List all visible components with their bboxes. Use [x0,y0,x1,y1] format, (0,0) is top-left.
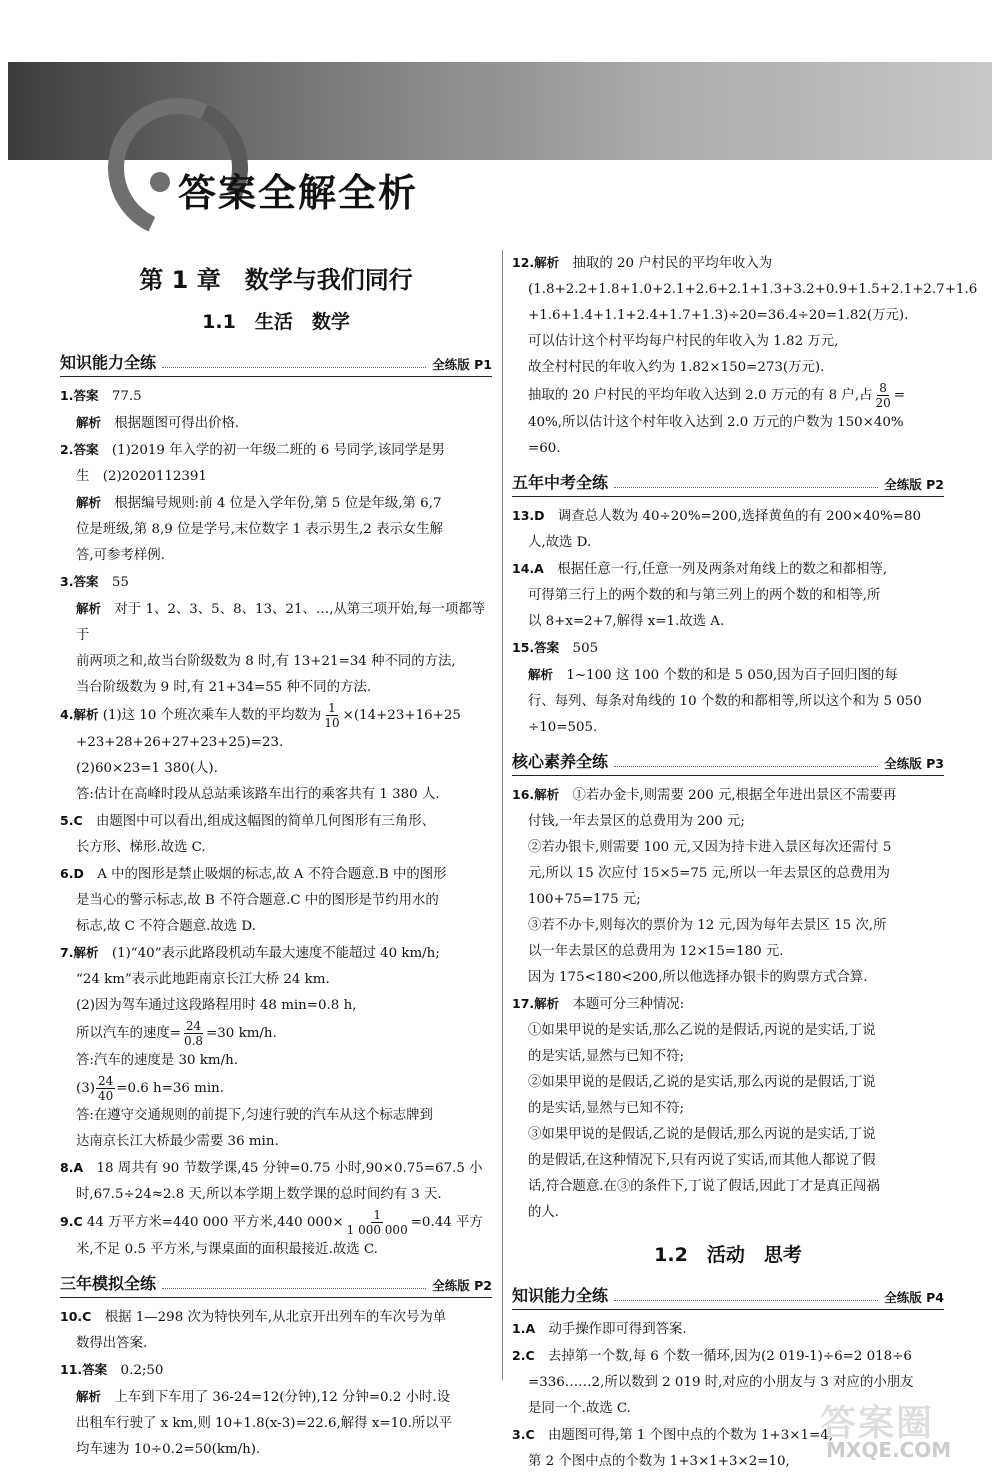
answer-line [512,635,944,662]
answer-line: 抽取的 20 户村民的平均年收入达到 2.0 万元的有 8 户,占 $\frac{8}{20}$ = [528,381,905,410]
answer-text: “24 km”表示此地距南京长江大桥 24 km. [76,972,330,987]
question-label: 13.D [512,508,545,523]
header-title: 五年中考全练 [512,473,609,492]
answer-text: ÷10=505. [528,720,598,735]
answer-line [512,355,944,381]
answer-text: ①若办金卡,则需要 200 元,根据全年进出景区不需要再 [572,788,897,803]
header-dots [162,1288,426,1289]
answer-text: 话,符合题意.在③的条件下,丁说了假话,因此丁才是真正闯祸 [528,1179,880,1194]
answer-text: 的是实话,显然与已知不符; [528,1101,685,1116]
question-label: 解析 [76,1389,102,1404]
answer-line [512,1174,944,1200]
answer-text: 故全村村民的年收入约为 1.82×150=273(万元). [528,360,825,375]
answer-line [60,967,492,993]
answer-line [60,1384,492,1411]
answer-line [60,1357,492,1384]
answer-text: 人,故选 D. [528,535,592,550]
answer-text: 本题可分三种情况: [572,997,685,1012]
answer-text: 的是假话,在这种情况下,只有丙说了实话,而其他人都说了假 [528,1153,876,1168]
answer-line [60,464,492,490]
answer-line [60,1304,492,1331]
answer-text: 行、每列、每条对角线的 10 个数的和都相等,所以这个和为 5 050 [528,694,922,709]
answer-line [60,1155,492,1182]
answer-line: 40%,所以估计这个村年收入达到 2.0 万元的户数为 150×40% [528,415,904,430]
question-label: 2.C [512,1348,535,1363]
answer-line [512,715,944,741]
right-column [512,250,978,1475]
section-header [60,1271,492,1298]
watermark-url: MXQE.COM [826,1438,952,1462]
question-label: 2.答案 [60,442,99,457]
answer-line: 答:汽车的速度是 30 km/h. [76,1053,239,1068]
answer-block [60,1155,492,1208]
section-header [512,470,944,497]
question-label: 14.A [512,561,544,576]
fraction: $\frac{1}{10}$ [324,701,340,730]
answer-text: 前两项之和,故当台阶级数为 8 时,有 13+21=34 种不同的方法, [76,654,456,669]
answer-text: ③若不办卡,则每次的票价为 12 元,因为每年去景区 15 次,所 [528,918,887,933]
header-ref: 全练版 P2 [432,1278,492,1293]
fraction: $\frac{1}{1 000 000}$ [346,1208,408,1237]
section-header [512,1283,944,1310]
answer-text: (1)2019 年入学的初一年级二班的 6 号同学,该同学是男 [111,443,445,458]
answer-text: 是同一个.故选 C. [528,1401,631,1416]
answer-text: 均车速为 10÷0.2=50(km/h). [76,1442,261,1457]
answer-line [60,993,492,1019]
left-column [60,250,492,1463]
answer-text: ②若办银卡,则需要 100 元,又因为持卡进入景区每次还需付 5 [528,840,892,855]
question-label: 解析 [76,495,102,510]
answer-line [512,1370,944,1396]
answer-line [60,861,492,888]
answer-line [512,250,944,277]
answer-line [512,861,944,887]
answer-line [512,556,944,583]
column-divider [502,250,503,1380]
answer-line [60,675,492,701]
question-label: 3.C [512,1427,535,1442]
fraction: $\frac{8}{20}$ [875,381,891,410]
answer-line [60,596,492,649]
header-dots [614,766,878,767]
answer-text: A 中的图形是禁止吸烟的标志,故 A 不符合题意.B 中的图形 [97,867,447,882]
section-header [60,350,492,377]
answer-line [512,1122,944,1148]
answer-line [512,609,944,635]
answer-text: 标志,故 C 不符合题意.故选 D. [76,919,256,934]
answer-text: 55 [111,575,129,590]
answer-line [512,991,944,1018]
header-title: 知识能力全练 [512,1286,609,1305]
answer-line: 达南京长江大桥最少需要 36 min. [76,1134,279,1149]
answer-line [60,835,492,861]
answer-text: 由题图可得,第 1 个图中点的个数为 1+3×1=4, [548,1428,834,1443]
answer-line [512,965,944,991]
answer-line [512,530,944,556]
question-label: 1.答案 [60,388,99,403]
answer-text: 505 [572,641,599,656]
answer-text: 长方形、梯形.故选 C. [76,840,206,855]
answer-line [60,410,492,437]
answer-line [60,914,492,940]
answer-line: 9.C 44 万平方米=440 000 平方米,440 000× $\frac{1}{1 000 000}$ =0.44 平方 [60,1208,483,1237]
answer-text: 答,可参考样例. [76,548,165,563]
answer-line [60,649,492,675]
answer-block [60,1304,492,1463]
answer-line [60,940,492,967]
answer-block [512,503,944,741]
answer-line [60,383,492,410]
answer-line [512,303,944,329]
answer-text: 当台阶级数为 9 时,有 21+34=55 种不同的方法. [76,680,372,695]
question-label: 12.解析 [512,255,560,270]
answer-text: ②如果甲说的是假话,乙说的是实话,那么丙说的是假话,丁说 [528,1075,876,1090]
answer-line [512,913,944,939]
answer-text: 以 8+x=2+7,解得 x=1.故选 A. [528,614,725,629]
answer-line [512,503,944,530]
answer-line: 所以汽车的速度= $\frac{24}{0.8}$ =30 km/h. [76,1019,277,1048]
answer-text: 上车到下车用了 36-24=12(分钟),12 分钟=0.2 小时.设 [114,1390,451,1405]
section-title-1-2: 1.2 活动 思考 [654,1244,802,1266]
answer-text: (1)“40”表示此路段机动车最大速度不能超过 40 km/h; [111,946,440,961]
answer-block [512,250,978,381]
answer-line [60,490,492,517]
answer-line: +23+28+26+27+23+25)=23. [76,735,284,750]
header-dots [614,487,878,488]
chapter-title: 第 1 章 数学与我们同行 [139,266,413,294]
answer-text: 出租车行驶了 x km,则 10+1.8(x-3)=22.6,解得 x=10.所以平 [76,1416,453,1431]
answer-line [60,569,492,596]
answer-text: 元,所以 15 次应付 15×5=75 元,所以一年去景区的总费用为 [528,866,891,881]
answer-text: 调查总人数为 40÷20%=200,选择黄鱼的有 200×40%=80 [557,509,921,524]
answer-text: 位是班级,第 8,9 位是学号,末位数字 1 表示男生,2 表示女生解 [76,522,443,537]
answer-text: 动手操作即可得到答案. [548,1322,687,1337]
answer-text: 根据题图可得出价格. [114,416,240,431]
answer-text: 可得第三行上的两个数的和与第三列上的两个数的和相等,所 [528,588,881,603]
question-label: 17.解析 [512,996,560,1011]
answer-text: =336……2,所以数到 2 019 时,对应的小朋友与 3 对应的小朋友 [528,1375,914,1390]
header-title: 核心素养全练 [512,752,609,771]
answer-line: (3) $\frac{24}{40}$ =0.6 h=36 min. [76,1074,225,1103]
answer-line [512,583,944,609]
answer-text: 对于 1、2、3、5、8、13、21、…,从第三项开始,每一项都等于 [76,602,486,643]
answer-text: 生 (2)2020112391 [76,469,207,484]
header-title: 三年模拟全练 [60,1274,157,1293]
answer-line [512,1070,944,1096]
decorative-dot-icon [150,172,170,192]
answer-text: 的是实话,显然与已知不符; [528,1049,685,1064]
header-ref: 全练版 P4 [884,1290,944,1305]
answer-text: 可以估计这个村平均每户村民的年收入为 1.82 万元, [528,334,839,349]
answer-line: =60. [528,441,561,456]
answer-text: 1~100 这 100 个数的和是 5 050,因为百子回归图的每 [566,668,898,683]
question-label: 16.解析 [512,787,560,802]
answer-text: 因为 175<180<200,所以他选择办银卡的购票方式合算. [528,970,868,985]
question-label: 10.C [60,1309,92,1324]
answer-text: 时,67.5÷24≈2.8 天,所以本学期上数学课的总时间约有 3 天. [76,1187,442,1202]
header-ref: 全练版 P1 [432,357,492,372]
answer-line [512,782,944,809]
fraction: $\frac{24}{0.8}$ [183,1019,204,1048]
question-label: 11.答案 [60,1362,108,1377]
question-label: 15.答案 [512,640,560,655]
answer-line: (2)60×23=1 380(人). [76,761,218,776]
section-header [512,749,944,776]
question-label: 8.A [60,1160,84,1175]
answer-line [60,517,492,543]
answer-line [512,1200,944,1226]
header-title: 知识能力全练 [60,353,157,372]
answer-line [60,543,492,569]
answer-text: +1.6+1.4+1.1+2.4+1.7+1.3)÷20=36.4÷20=1.82(万元). [528,308,909,323]
header-dots [614,1300,878,1301]
answer-text: 付钱,一年去景区的总费用为 200 元; [528,814,745,829]
answer-line [512,809,944,835]
answer-text: 以一年去景区的总费用为 12×15=180 元. [528,944,784,959]
answer-text: 18 周共有 90 节数学课,45 分钟=0.75 小时,90×0.75=67.5 小 [96,1161,483,1176]
answer-block [512,782,944,1226]
answer-line [512,662,944,689]
answer-text: 去掉第一个数,每 6 个数一循环,因为(2 019-1)÷6=2 018÷6 [548,1349,912,1364]
answer-line [512,1018,944,1044]
answer-text: ③如果甲说的是假话,乙说的是假话,那么丙说的是实话,丁说 [528,1127,876,1142]
answer-text: 根据编号规则:前 4 位是入学年份,第 5 位是年级,第 6,7 [114,496,442,511]
answer-line: 答:估计在高峰时段从总站乘该路车出行的乘客共有 1 380 人. [76,787,440,802]
answer-line [512,277,978,303]
header-ref: 全练版 P2 [884,477,944,492]
answer-line [512,1343,944,1370]
answer-text: (1.8+2.2+1.8+1.0+2.1+2.6+2.1+1.3+3.2+0.9+1.5+2.1+2.7+1.6 [528,282,978,297]
answer-text: ①如果甲说的是实话,那么乙说的是假话,丙说的是实话,丁说 [528,1023,876,1038]
answer-line [512,1096,944,1122]
watermark-logo: 答案圈 [820,1403,935,1444]
answer-text: 第 2 个图中点的个数为 1+3×1+3×2=10, [528,1454,790,1469]
answer-text: 77.5 [111,389,142,404]
answer-block [60,808,492,1019]
page-title: 答案全解全析 [178,171,419,215]
question-label: 1.A [512,1321,536,1336]
answer-text: (2)因为驾车通过这段路程用时 48 min=0.8 h, [76,998,357,1013]
answer-line [512,689,944,715]
answer-line [512,887,944,913]
answer-line: 米,不足 0.5 平方米,与课桌面的面积最接近.故选 C. [76,1242,378,1257]
answer-text: 根据任意一行,任意一列及两条对角线上的数之和都相等, [557,562,888,577]
question-label: 7.解析 [60,945,99,960]
question-label: 3.答案 [60,574,99,589]
answer-line [60,1182,492,1208]
question-label: 5.C [60,813,83,828]
answer-line [60,1331,492,1357]
answer-line [60,1411,492,1437]
answer-text: 由题图中可以看出,组成这幅图的简单几何图形有三角形、 [96,814,436,829]
question-label: 解析 [76,601,102,616]
answer-text: 是当心的警示标志,故 B 不符合题意.C 中的图形是节约用水的 [76,893,439,908]
answer-line [512,1148,944,1174]
header-dots [162,367,426,368]
answer-text: 0.2;50 [120,1363,164,1378]
question-label: 解析 [528,667,554,682]
answer-line [512,329,944,355]
answer-text: 的人. [528,1205,560,1220]
answer-line [512,835,944,861]
fraction: $\frac{24}{40}$ [97,1074,114,1103]
header-ref: 全练版 P3 [884,756,944,771]
answer-line [60,1437,492,1463]
answer-line [60,437,492,464]
answer-line: 4.解析 (1)这 10 个班次乘车人数的平均数为 $\frac{1}{10}$ ×(14+23+16+25 [60,701,461,730]
answer-text: 数得出答案. [76,1336,148,1351]
answer-line [512,1316,944,1343]
answer-line [60,888,492,914]
answer-line: 答:在遵守交通规则的前提下,匀速行驶的汽车从这个标志牌到 [76,1108,433,1123]
question-label: 解析 [76,415,102,430]
answer-text: 抽取的 20 户村民的平均年收入为 [572,256,773,271]
answer-line [60,808,492,835]
section-title-1-1: 1.1 生活 数学 [202,311,350,333]
answer-line [512,1044,944,1070]
answer-text: 根据 1—298 次为特快列车,从北京开出列车的车次号为单 [104,1310,447,1325]
answer-text: 100+75=175 元; [528,892,641,907]
answer-block [60,383,492,701]
answer-line [512,939,944,965]
question-label: 6.D [60,866,84,881]
